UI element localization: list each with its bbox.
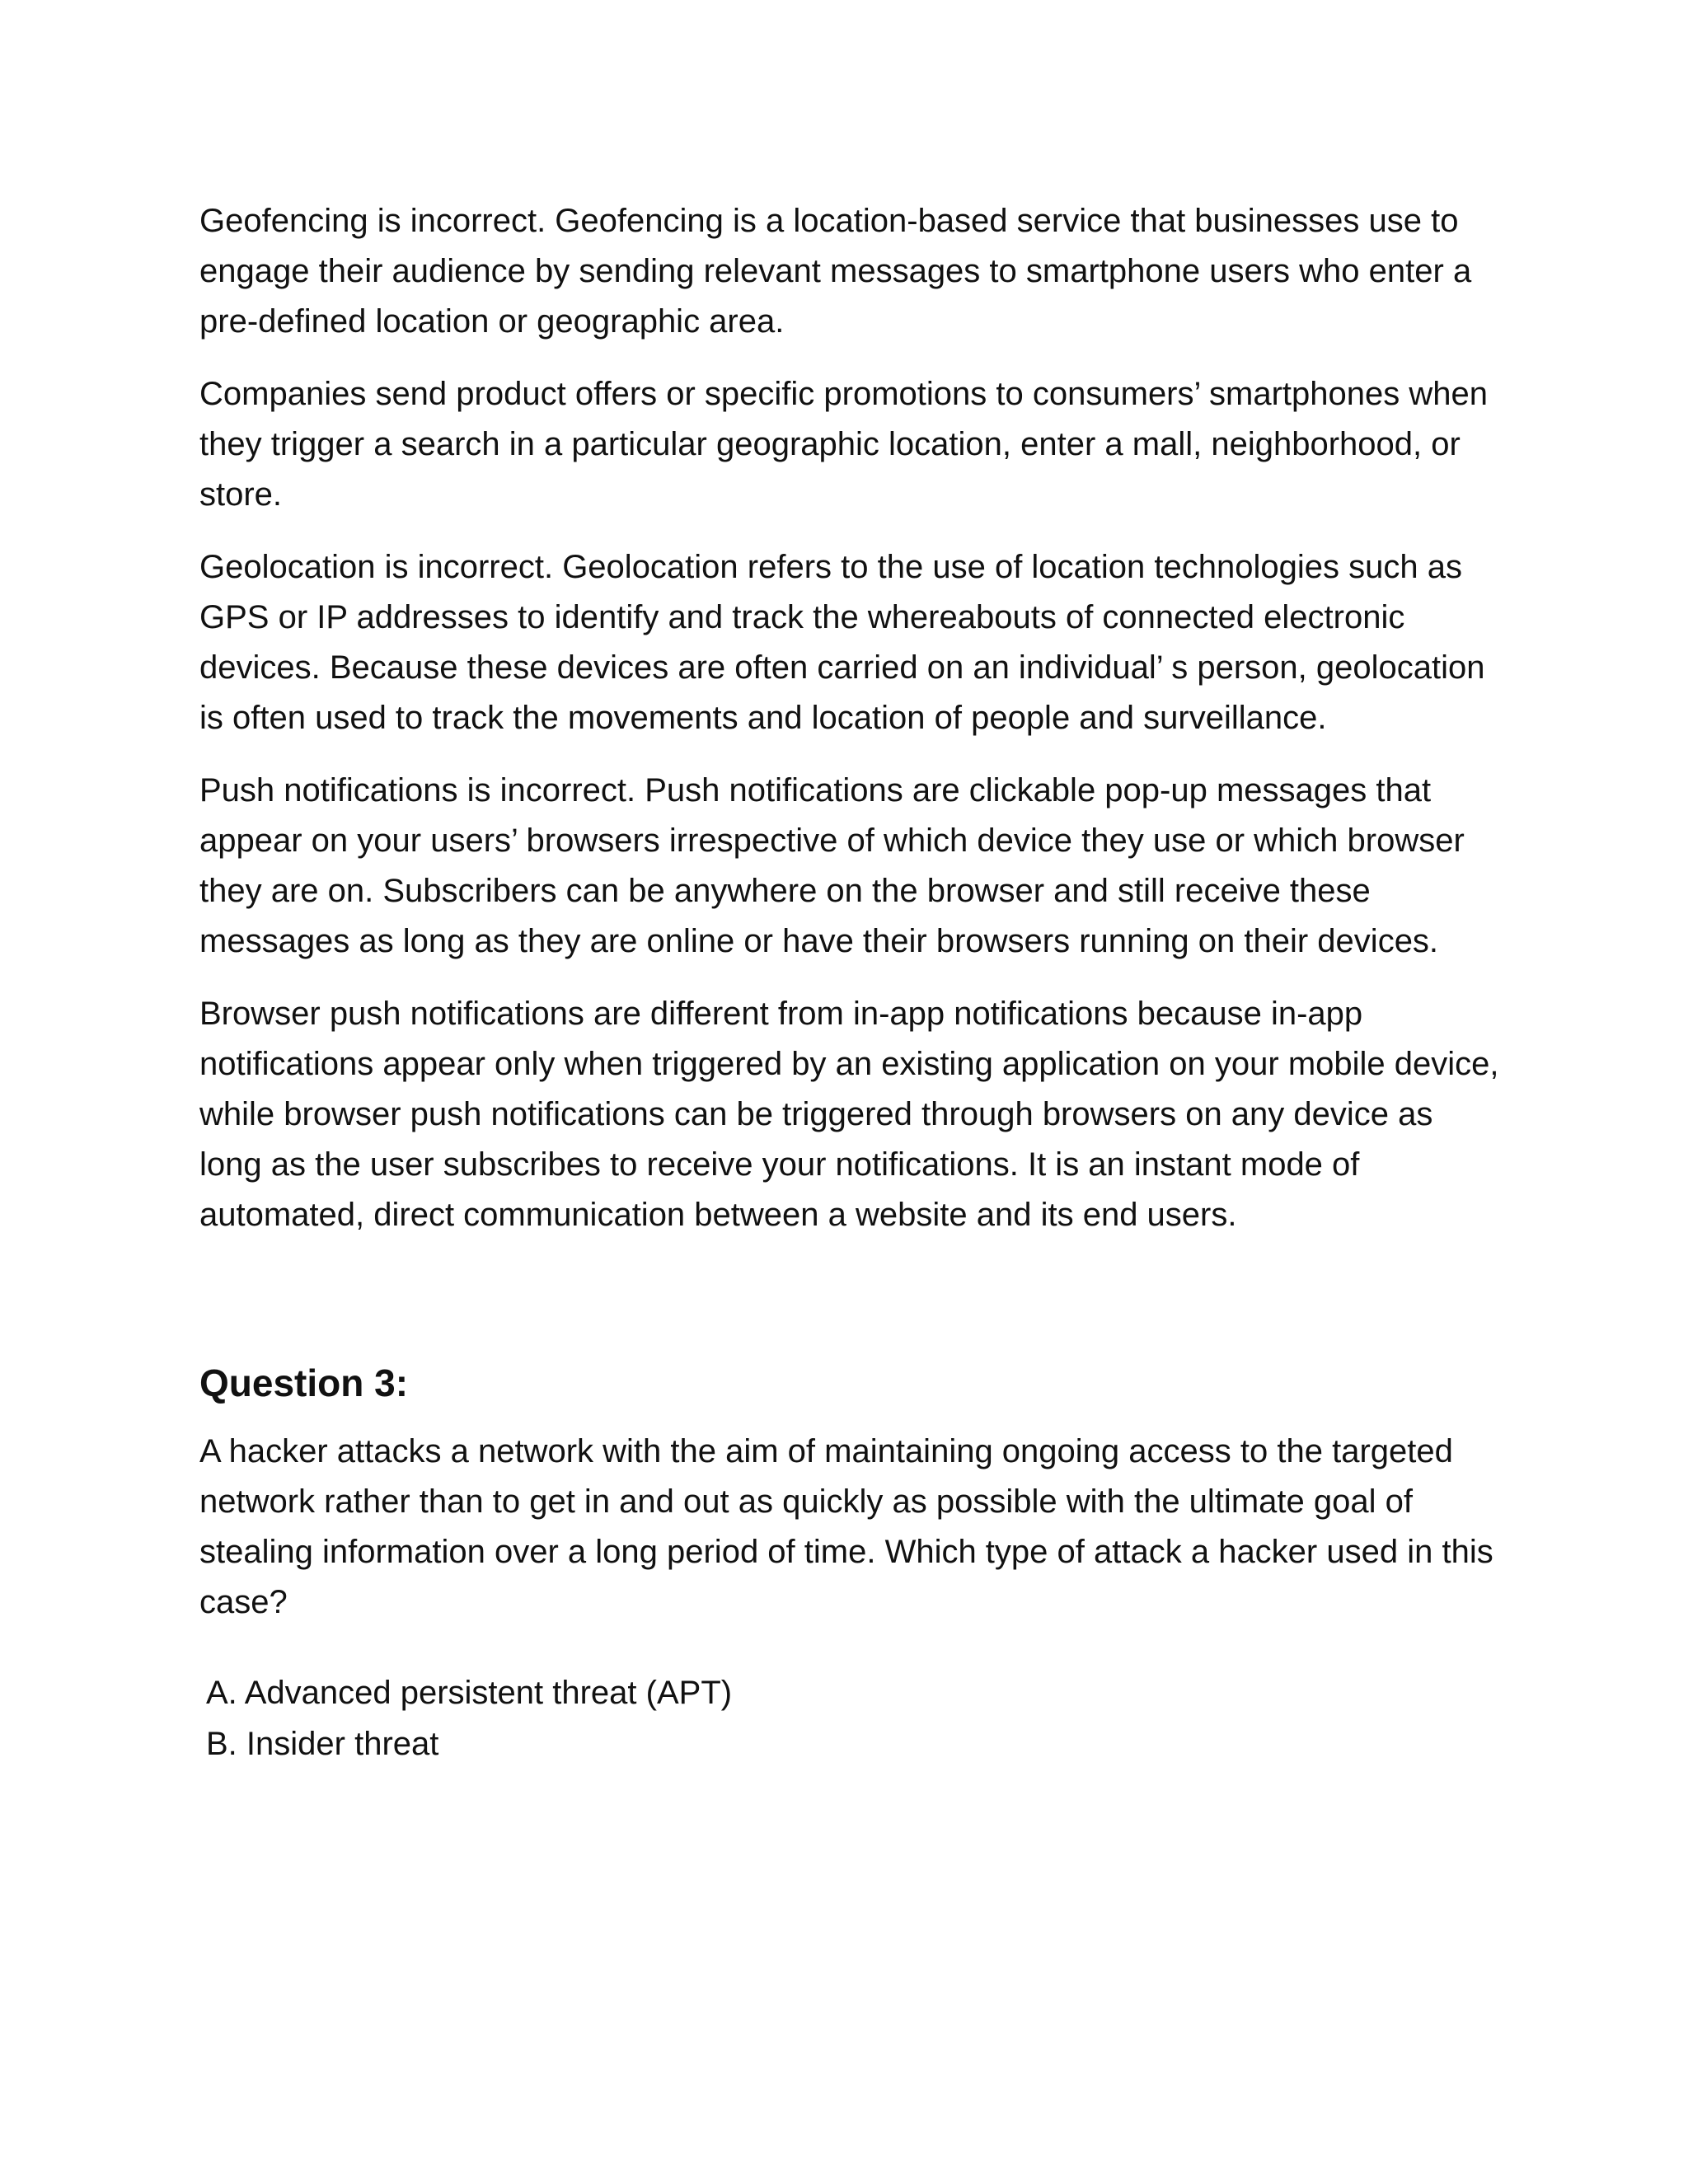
explanation-push-notifications: Push notifications is incorrect. Push notifications are clickable pop-up messages that appear on your users’ browsers irrespective of which device they use or which browser they are on. Subscribers can be anywhere on the browser and still receive these messages as long as they are online or have their browsers running on their devices. xyxy=(199,772,1465,959)
question-text: A hacker attacks a network with the aim of maintaining ongoing access to the targeted network rather than to get in and out as quickly as possible with the ultimate goal of stealing information over a long period of time. Which type of attack a hacker used in this case? xyxy=(199,1433,1493,1620)
explanation-geolocation: Geolocation is incorrect. Geolocation refers to the use of location technologies such as GPS or IP addresses to identify and track the whereabouts of connected electronic devices. Because these devices are often carried on an individual’ s person, geolocation is often used to track the movements and location of people and surveillance. xyxy=(199,549,1485,736)
option-b: B. Insider threat xyxy=(206,1726,439,1762)
question-heading: Question 3: xyxy=(199,1361,409,1404)
option-a: A. Advanced persistent threat (APT) xyxy=(206,1675,733,1711)
answer-options xyxy=(199,1667,1502,1769)
explanation-geofencing-detail: Companies send product offers or specific promotions to consumers’ smartphones when they trigger a search in a particular geographic location, enter a mall, neighborhood, or store. xyxy=(199,376,1488,513)
explanation-browser-push: Browser push notifications are different from in-app notifications because in-app notifications appear only when triggered by an existing application on your mobile device, while browser push notifications can be triggered through browsers on any device as long as the user subscribes to receive your notifications. It is an instant mode of automated, direct communication between a website and its end users. xyxy=(199,996,1499,1233)
document-content xyxy=(199,196,1502,1769)
explanation-geofencing: Geofencing is incorrect. Geofencing is a location-based service that businesses use to engage their audience by sending relevant messages to smartphone users who enter a pre-defined location or geographic area. xyxy=(199,203,1472,340)
